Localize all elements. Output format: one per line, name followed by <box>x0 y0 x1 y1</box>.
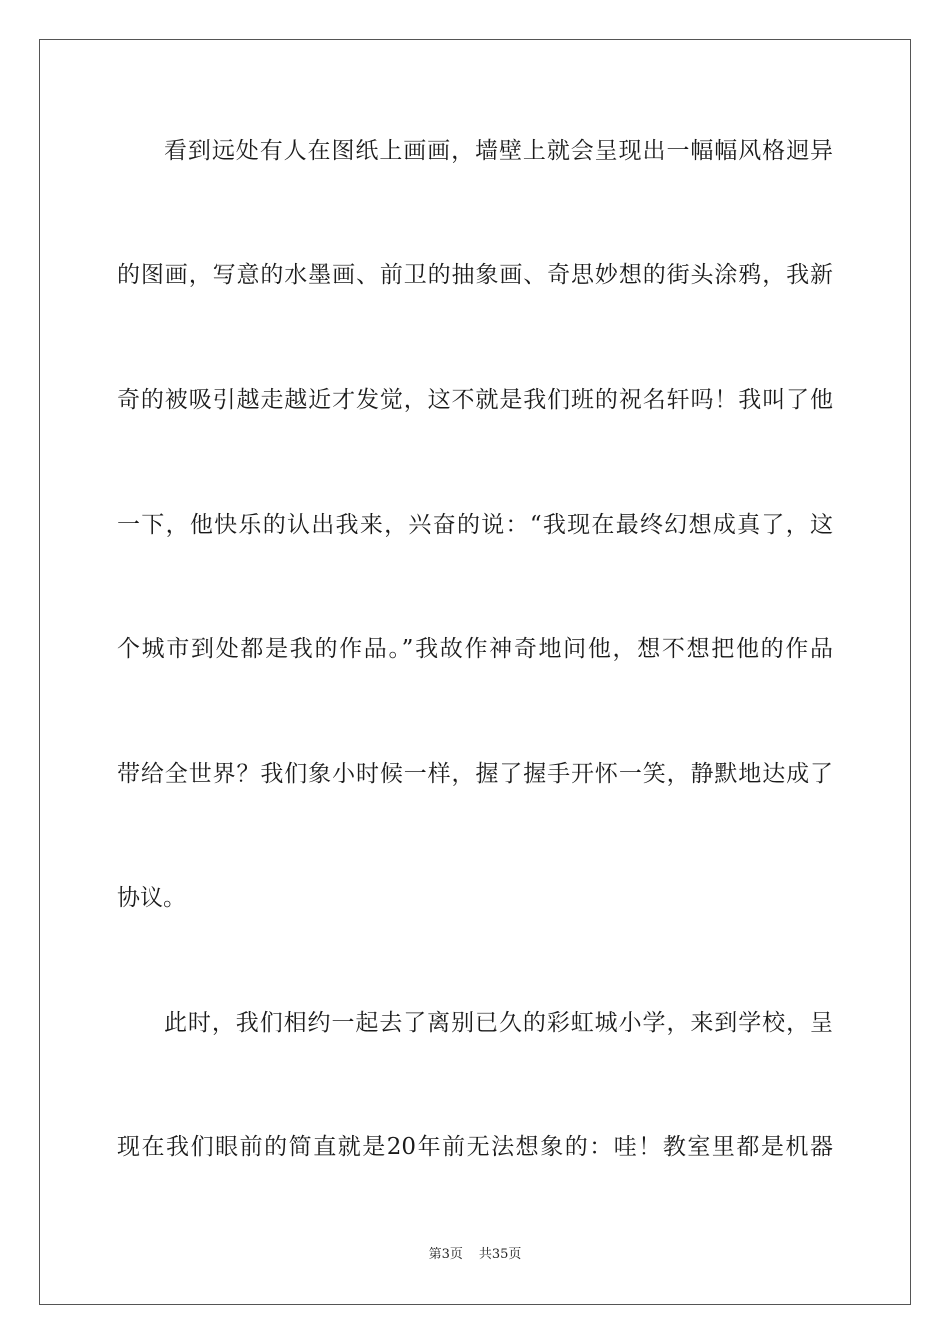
paragraph-line: 奇的被吸引越走越近才发觉，这不就是我们班的祝名轩吗！我叫了他 <box>117 387 833 413</box>
paragraph-line: 带给全世界？我们象小时候一样，握了握手开怀一笑，静默地达成了 <box>117 761 833 787</box>
page-frame <box>39 39 911 1305</box>
page-number: 第3页 <box>428 1247 463 1262</box>
page-total: 共35页 <box>478 1247 522 1262</box>
paragraph-line: 一下，他快乐的认出我来，兴奋的说：“我现在最终幻想成真了，这 <box>117 512 833 538</box>
paragraph-line: 现在我们眼前的简直就是20年前无法想象的：哇！教室里都是机器 <box>117 1134 833 1160</box>
paragraph-line: 个城市到处都是我的作品。”我故作神奇地问他，想不想把他的作品 <box>117 636 833 662</box>
paragraph-line: 的图画，写意的水墨画、前卫的抽象画、奇思妙想的街头涂鸦，我新 <box>117 262 833 288</box>
paragraph-line: 此时，我们相约一起去了离别已久的彩虹城小学，来到学校，呈 <box>164 1010 833 1036</box>
page-footer <box>0 1246 950 1264</box>
paragraph-line: 看到远处有人在图纸上画画，墙壁上就会呈现出一幅幅风格迥异 <box>164 138 833 164</box>
paragraph-line: 协议。 <box>117 885 186 911</box>
